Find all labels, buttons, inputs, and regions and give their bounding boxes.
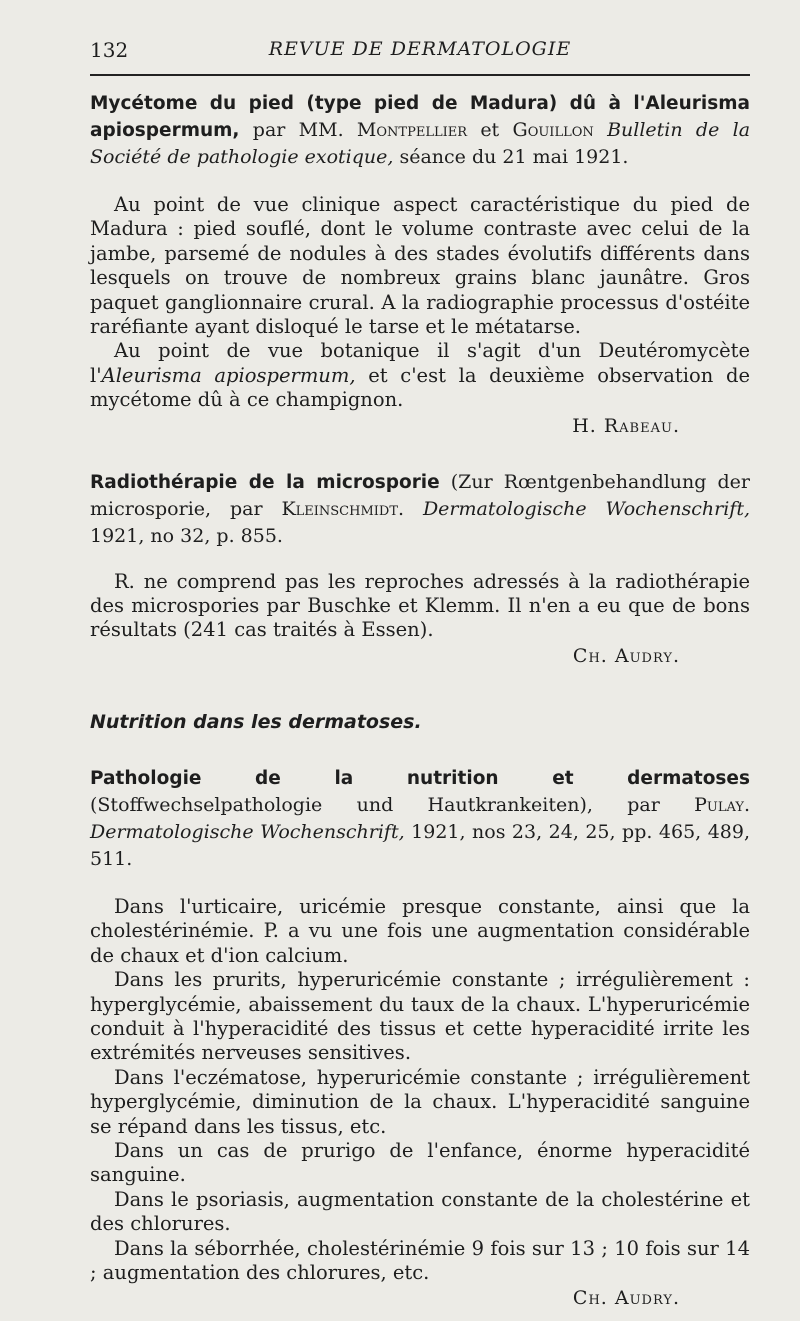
- entry3-journal: Dermatologische Wochenschrift,: [90, 820, 405, 843]
- entry1-heading: [90, 90, 750, 171]
- entry3-ref: 1921, nos 23, 24, 25, pp. 465, 489, 511.: [90, 820, 750, 870]
- entry3-paragraph-5: Dans le psoriasis, augmentation constante de la cholestérine et des chlorures.: [90, 1187, 750, 1236]
- entry2-journal: Dermatologische Wochenschrift,: [422, 497, 750, 520]
- entry3-paragraph-4: Dans un cas de prurigo de l'enfance, énorme hyperacidité sanguine.: [90, 1138, 750, 1187]
- entry1-author1: Montpellier: [356, 119, 467, 141]
- entry3-heading: [90, 765, 750, 873]
- entry2-ref: 1921, no 32, p. 855.: [90, 524, 283, 547]
- entry3-paragraph-2: Dans les prurits, hyperuricémie constante ; irrégulièrement : hyperglycémie, abaissement du taux de la chaux. L'hyperuricémie conduit à l'hyperacidité des tissus et cette hyperacidité irrite les extrémités nerveuses sensitives.: [90, 968, 750, 1065]
- entry1-signature: H. Rabeau.: [572, 414, 680, 437]
- page-content: [90, 90, 750, 1309]
- entry1-author2: Gouillon: [512, 119, 594, 141]
- entry1-journal: Bulletin de la Société de pathologie exotique,: [90, 119, 751, 168]
- entry2-title: Radiothérapie de la microsporie: [90, 471, 440, 493]
- entry3-author: Pulay.: [694, 793, 750, 816]
- entry1-title: Mycétome du pied (type pied de Madura) dû à l'Aleurisma apiospermum,: [90, 93, 750, 141]
- entry2-heading: [90, 469, 750, 550]
- entry1-para2-end: et c'est la deuxième observation de mycétome dû à ce champignon.: [90, 363, 750, 412]
- entry1-authors-prefix: par MM.: [252, 119, 344, 141]
- entry1-paragraph-1: Au point de vue clinique aspect caractéristique du pied de Madura : pied souflé, dont le volume contraste avec celui de la jambe, parsemé de nodules à des stades évolutifs différents dans lesquels on trouve de nombreux grains blanc jaunâtre. Gros paquet ganglionnaire crural. A la radiographie processus d'ostéite raréfiante ayant disloqué le tarse et le métatarse.: [90, 193, 750, 339]
- entry3-subtitle: (Stoffwechselpathologie und Hautkrankeiten), par: [90, 793, 660, 816]
- entry3-paragraph-1: Dans l'urticaire, uricémie presque constante, ainsi que la cholestérinémie. P. a vu une fois une augmentation considérable de chaux et d'ion calcium.: [90, 894, 750, 967]
- entry1-para2-start: Au point de vue botanique il s'agit d'un Deutéromycète l': [90, 339, 750, 387]
- entry3-paragraph-3: Dans l'eczématose, hyperuricémie constante ; irrégulièrement hyperglycémie, diminution de la chaux. L'hyperacidité sanguine se répand dans les tissus, etc.: [90, 1065, 750, 1138]
- entry1-and: et: [480, 119, 500, 141]
- page-header: [90, 38, 750, 68]
- entry2-paragraph-1: R. ne comprend pas les reproches adressés à la radiothérapie des microspories par Buschke et Klemm. Il n'en a eu que de bons résultats (241 cas traités à Essen).: [90, 569, 750, 642]
- section-heading: Nutrition dans les dermatoses.: [90, 710, 422, 733]
- entry3-signature: Ch. Audry.: [572, 1287, 680, 1310]
- entry2-subtitle: (Zur Rœntgenbehandlung der microsporie, par: [90, 470, 750, 520]
- header-rule: [90, 74, 750, 76]
- entry2-signature: Ch. Audry.: [572, 644, 680, 667]
- entry3-title: Pathologie de la nutrition et dermatoses: [90, 767, 750, 789]
- page-number: 132: [90, 38, 129, 62]
- entry2-author: Kleinschmidt.: [281, 497, 405, 520]
- running-title: REVUE DE DERMATOLOGIE: [268, 38, 572, 60]
- entry1-species: Aleurisma apiospermum,: [101, 363, 356, 387]
- entry1-date: séance du 21 mai 1921.: [399, 146, 629, 168]
- entry1-paragraph-2: [90, 339, 750, 412]
- entry3-paragraph-6: Dans la séborrhée, cholestérinémie 9 fois sur 13 ; 10 fois sur 14 ; augmentation des chlorures, etc.: [90, 1236, 750, 1284]
